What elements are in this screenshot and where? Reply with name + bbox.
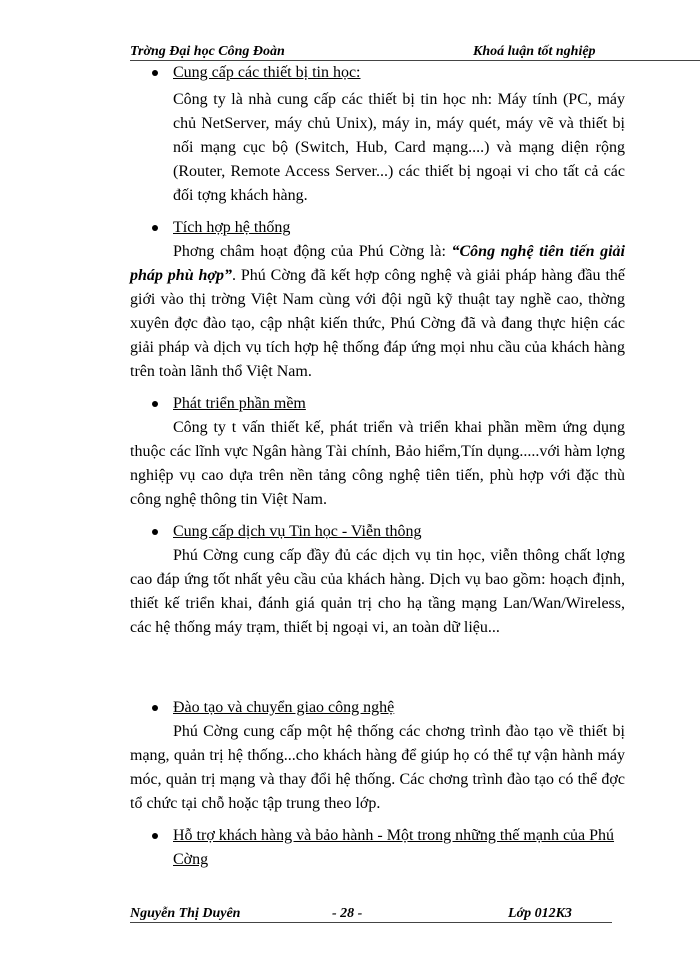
- section-heading: [130, 520, 625, 544]
- footer-class: Lớp 012K3: [508, 906, 572, 921]
- section-customer-support: [130, 824, 625, 872]
- page-header: [130, 40, 700, 61]
- motto-quote: “Công nghệ tiên tiến giải pháp phù hợp”: [130, 243, 625, 284]
- heading-text: Hỗ trợ khách hàng và bảo hành - Một trong những thế mạnh của Phú Cờng: [173, 827, 615, 868]
- section-heading: [130, 216, 625, 240]
- section-heading: [130, 61, 625, 85]
- section-training-transfer: [130, 696, 625, 816]
- section-paragraph: [130, 240, 625, 384]
- bullet-icon: [152, 401, 158, 407]
- header-university: Trờng Đại học Công Đoàn: [130, 44, 285, 59]
- header-thesis-title: Khoá luận tốt nghiệp: [473, 44, 596, 59]
- footer-author: Nguyễn Thị Duyên: [130, 906, 241, 921]
- section-system-integration: [130, 216, 625, 384]
- paragraph-text: Phơng châm hoạt động của Phú Cờng là:: [173, 243, 452, 260]
- page-body: [130, 61, 625, 872]
- heading-text: Cung cấp các thiết bị tin học:: [173, 64, 361, 81]
- section-heading: [130, 696, 625, 720]
- heading-text: Cung cấp dịch vụ Tin học - Viễn thông: [173, 523, 422, 540]
- paragraph-text: . Phú Cờng đã kết hợp công nghệ và giải pháp hàng đầu thế giới vào thị trờng Việt Nam cùng với đội ngũ kỹ thuật tay nghề cao, thờng xuyên đợc đào tạo, cập nhật kiến thức, Phú Cờng đã và đang thực hiện các giải pháp và dịch vụ tích hợp hệ thống đáp ứng mọi nhu cầu của khách hàng trên toàn lãnh thổ Việt Nam.: [130, 267, 625, 380]
- bullet-icon: [152, 225, 158, 231]
- page-number: - 28 -: [332, 906, 363, 921]
- bullet-icon: [152, 705, 158, 711]
- section-paragraph: Công ty là nhà cung cấp các thiết bị tin học nh: Máy tính (PC, máy chủ NetServer, máy chủ Unix), máy in, máy quét, máy vẽ và thiết bị nối mạng cục bộ (Switch, Hub, Card mạng....) và mạng diện rộng (Router, Remote Access Server...) các thiết bị ngoại vi cho tất cả các đối tợng khách hàng.: [173, 91, 625, 204]
- section-software-development: [130, 392, 625, 512]
- section-paragraph: Phú Cờng cung cấp một hệ thống các chơng trình đào tạo về thiết bị mạng, quản trị hệ thống...cho khách hàng để giúp họ có thể tự vận hành máy móc, quản trị mạng và thay đổi hệ thống. Các chơng trình đào tạo có thể đợc tổ chức tại chỗ hoặc tập trung theo lớp.: [130, 723, 625, 812]
- heading-text: Phát triển phần mềm: [173, 395, 306, 412]
- bullet-icon: [152, 70, 158, 76]
- section-paragraph: Phú Cờng cung cấp đầy đủ các dịch vụ tin học, viễn thông chất lợng cao đáp ứng tốt nhất yêu cầu của khách hàng. Dịch vụ bao gồm: hoạch định, thiết kế triển khai, đánh giá quản trị cho hạ tầng mạng Lan/Wan/Wireless, các hệ thống máy trạm, thiết bị ngoại vi, an toàn dữ liệu...: [130, 547, 625, 636]
- bullet-icon: [152, 529, 158, 535]
- section-heading: [130, 392, 625, 416]
- section-it-telecom-services: [130, 520, 625, 640]
- bullet-icon: [152, 833, 158, 839]
- section-paragraph: Công ty t vấn thiết kế, phát triển và triển khai phần mềm ứng dụng thuộc các lĩnh vực Ngân hàng Tài chính, Bảo hiểm,Tín dụng.....với hàm lợng nghiệp vụ cao dựa trên nền tảng công nghệ tiên tiến, phù hợp với đặc thù công nghệ thông tin Việt Nam.: [130, 419, 625, 508]
- heading-text: Tích hợp hệ thống: [173, 219, 291, 236]
- page-footer: [130, 902, 612, 923]
- section-hardware-supply: [130, 61, 625, 208]
- heading-text: Đào tạo và chuyển giao công nghệ: [173, 699, 395, 716]
- section-heading: [130, 824, 625, 872]
